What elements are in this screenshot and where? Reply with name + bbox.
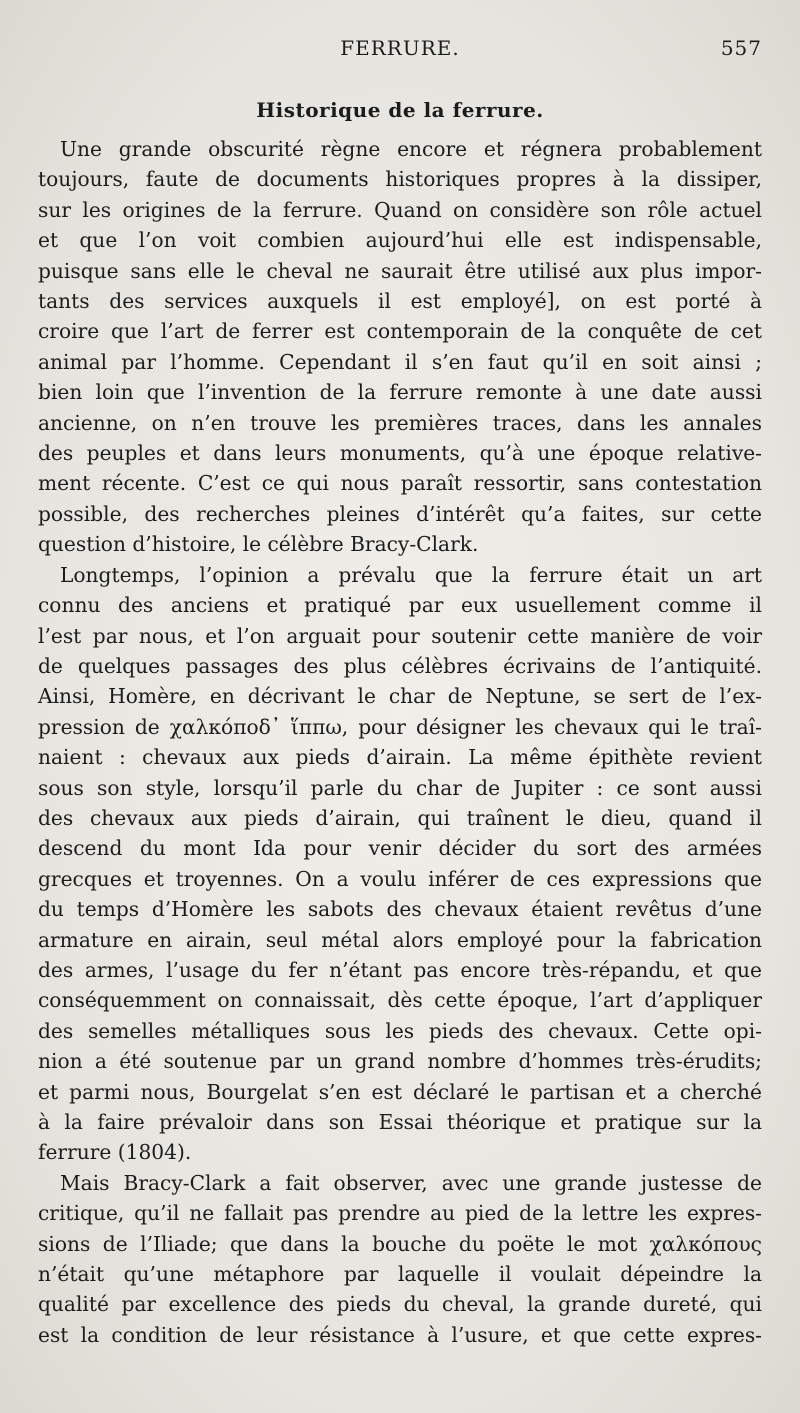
text-line: des chevaux aux pieds d’airain, qui traînent le dieu, quand il bbox=[38, 805, 762, 830]
text-line: et parmi nous, Bourgelat s’en est déclaré le partisan et a cherché bbox=[38, 1079, 762, 1104]
text-line: bien loin que l’invention de la ferrure remonte à une date aussi bbox=[38, 380, 762, 405]
text-line: qualité par excellence des pieds du cheval, la grande dureté, qui bbox=[38, 1292, 762, 1317]
text-line: ment récente. C’est ce qui nous paraît ressortir, sans contestation bbox=[38, 471, 762, 496]
text-line: descend du mont Ida pour venir décider du sort des armées bbox=[38, 836, 762, 861]
section-title: Historique de la ferrure. bbox=[256, 98, 544, 122]
text-line: tants des services auxquels il est employé], on est porté à bbox=[38, 289, 762, 314]
text-line: question d’histoire, le célèbre Bracy-Clark. bbox=[38, 532, 479, 557]
text-line: ferrure (1804). bbox=[38, 1140, 192, 1165]
text-line: Mais Bracy-Clark a fait observer, avec une grande justesse de bbox=[60, 1170, 762, 1195]
text-line: pression de χαλκόποδ᾽ ἵππω, pour désigner les chevaux qui le traî- bbox=[38, 714, 762, 739]
text-line: ancienne, on n’en trouve les premières traces, dans les annales bbox=[38, 410, 762, 435]
text-line: armature en airain, seul métal alors employé pour la fabrication bbox=[38, 927, 762, 952]
text-line: toujours, faute de documents historiques propres à la dissiper, bbox=[38, 167, 762, 192]
text-line: des peuples et dans leurs monuments, qu’à une époque relative- bbox=[38, 441, 762, 466]
text-line: critique, qu’il ne fallait pas prendre au pied de la lettre les expres- bbox=[38, 1201, 762, 1226]
text-line: sur les origines de la ferrure. Quand on considère son rôle actuel bbox=[38, 197, 762, 222]
text-line: Une grande obscurité règne encore et régnera probablement bbox=[60, 137, 762, 161]
text-line: n’était qu’une métaphore par laquelle il voulait dépeindre la bbox=[38, 1262, 762, 1287]
page-header bbox=[38, 28, 762, 68]
text-line: possible, des recherches pleines d’intérêt qu’a faites, sur cette bbox=[38, 501, 762, 526]
text-line: connu des anciens et pratiqué par eux usuellement comme il bbox=[38, 593, 762, 618]
text-line: sous son style, lorsqu’il parle du char de Jupiter : ce sont aussi bbox=[38, 775, 762, 800]
text-line: à la faire prévaloir dans son Essai théorique et pratique sur la bbox=[38, 1110, 762, 1134]
text-line: croire que l’art de ferrer est contemporain de la conquête de cet bbox=[38, 319, 762, 344]
text-line: Ainsi, Homère, en décrivant le char de Neptune, se sert de l’ex- bbox=[38, 684, 762, 709]
running-head: FERRURE. bbox=[340, 36, 460, 60]
text-line: et que l’on voit combien aujourd’hui elle est indispensable, bbox=[38, 228, 762, 253]
text-line: des semelles métalliques sous les pieds des chevaux. Cette opi- bbox=[38, 1018, 762, 1043]
text-line: grecques et troyennes. On a voulu inférer de ces expressions que bbox=[38, 866, 762, 891]
text-line: de quelques passages des plus célèbres écrivains de l’antiquité. bbox=[38, 653, 762, 678]
text-line: conséquemment on connaissait, dès cette époque, l’art d’appliquer bbox=[38, 988, 762, 1013]
text-line: sions de l’Iliade; que dans la bouche du poëte le mot χαλκόπους bbox=[38, 1231, 762, 1256]
text-line: puisque sans elle le cheval ne saurait être utilisé aux plus impor- bbox=[38, 258, 762, 283]
text-line: du temps d’Homère les sabots des chevaux étaient revêtus d’une bbox=[38, 897, 762, 922]
text-line: l’est par nous, et l’on arguait pour soutenir cette manière de voir bbox=[38, 623, 762, 648]
text-line: naient : chevaux aux pieds d’airain. La même épithète revient bbox=[38, 745, 762, 770]
text-line: Longtemps, l’opinion a prévalu que la ferrure était un art bbox=[60, 562, 762, 587]
text-line: nion a été soutenue par un grand nombre d’hommes très-érudits; bbox=[38, 1049, 762, 1074]
page-number: 557 bbox=[720, 36, 762, 60]
text-line: est la condition de leur résistance à l’usure, et que cette expres- bbox=[38, 1322, 762, 1347]
text-line: des armes, l’usage du fer n’étant pas encore très-répandu, et que bbox=[38, 957, 762, 982]
body-text bbox=[38, 134, 762, 1350]
text-line: animal par l’homme. Cependant il s’en faut qu’il en soit ainsi ; bbox=[38, 349, 762, 374]
